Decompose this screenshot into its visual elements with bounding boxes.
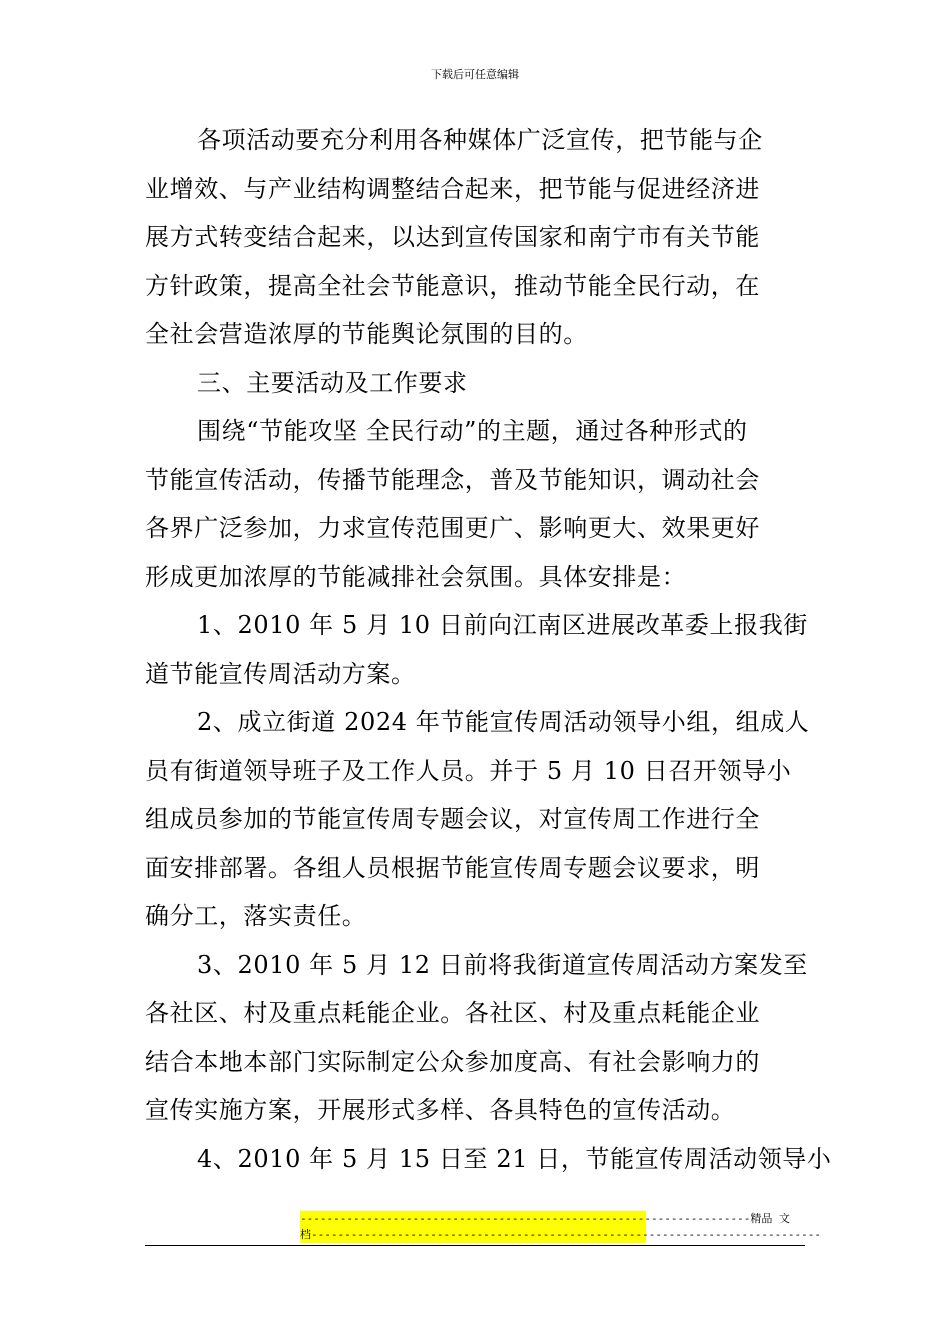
text-line: 1、2010 年 5 月 10 日前向江南区进展改革委上报我街 [197,611,808,639]
text-line: 3、2010 年 5 月 12 日前将我街道宣传周活动方案发至 [197,950,808,979]
text-line: 围绕“节能攻坚 全民行动”的主题，通过各种形式的 [197,417,748,445]
text-line: 组成员参加的节能宣传周专题会议，对宣传周工作进行全 [145,805,760,833]
footer-line-1: --------------------------------------------------------------------精品 文 [300,1212,790,1225]
page-header: 下载后可任意编辑 [431,68,519,81]
footer-rule [145,1245,805,1246]
text-line: 各社区、村及重点耗能企业。各社区、村及重点耗能企业 [145,999,760,1027]
text-line: 各界广泛参加，力求宣传范围更广、影响更大、效果更好 [145,514,760,542]
text-line: 道节能宣传周活动方案。 [145,659,416,688]
text-line: 三、主要活动及工作要求 [197,368,468,397]
text-line: 结合本地本部门实际制定公众参加度高、有社会影响力的 [145,1047,760,1076]
text-line: 节能宣传活动，传播节能理念，普及节能知识，调动社会 [145,465,760,494]
document-body [145,116,832,1183]
text-line: 确分工，落实责任。 [145,902,367,930]
text-line: 员有街道领导班子及工作人员。并于 5 月 10 日召开领导小 [145,756,792,785]
text-line: 面安排部署。各组人员根据节能宣传周专题会议要求，明 [145,853,760,882]
text-line: 形成更加浓厚的节能减排社会氛围。具体安排是： [145,562,687,591]
text-line: 全社会营造浓厚的节能舆论氛围的目的。 [145,320,588,348]
text-line: 宣传实施方案，开展形式多样、各具特色的宣传活动。 [145,1096,736,1124]
text-line: 2、成立街道 2024 年节能宣传周活动领导小组，组成人 [197,708,810,736]
text-line: 各项活动要充分利用各种媒体广泛宣传，把节能与企 [197,126,763,154]
text-line: 展方式转变结合起来，以达到宣传国家和南宁市有关节能 [145,223,760,251]
text-line: 4、2010 年 5 月 15 日至 21 日，节能宣传周活动领导小 [197,1144,832,1173]
footer-line-2: 档----------------------------------------------------------------------------- [300,1228,821,1241]
text-line: 业增效、与产业结构调整结合起来，把节能与促进经济进 [145,174,760,203]
text-line: 方针政策，提高全社会节能意识，推动节能全民行动，在 [145,271,760,300]
page-footer [300,1211,821,1243]
